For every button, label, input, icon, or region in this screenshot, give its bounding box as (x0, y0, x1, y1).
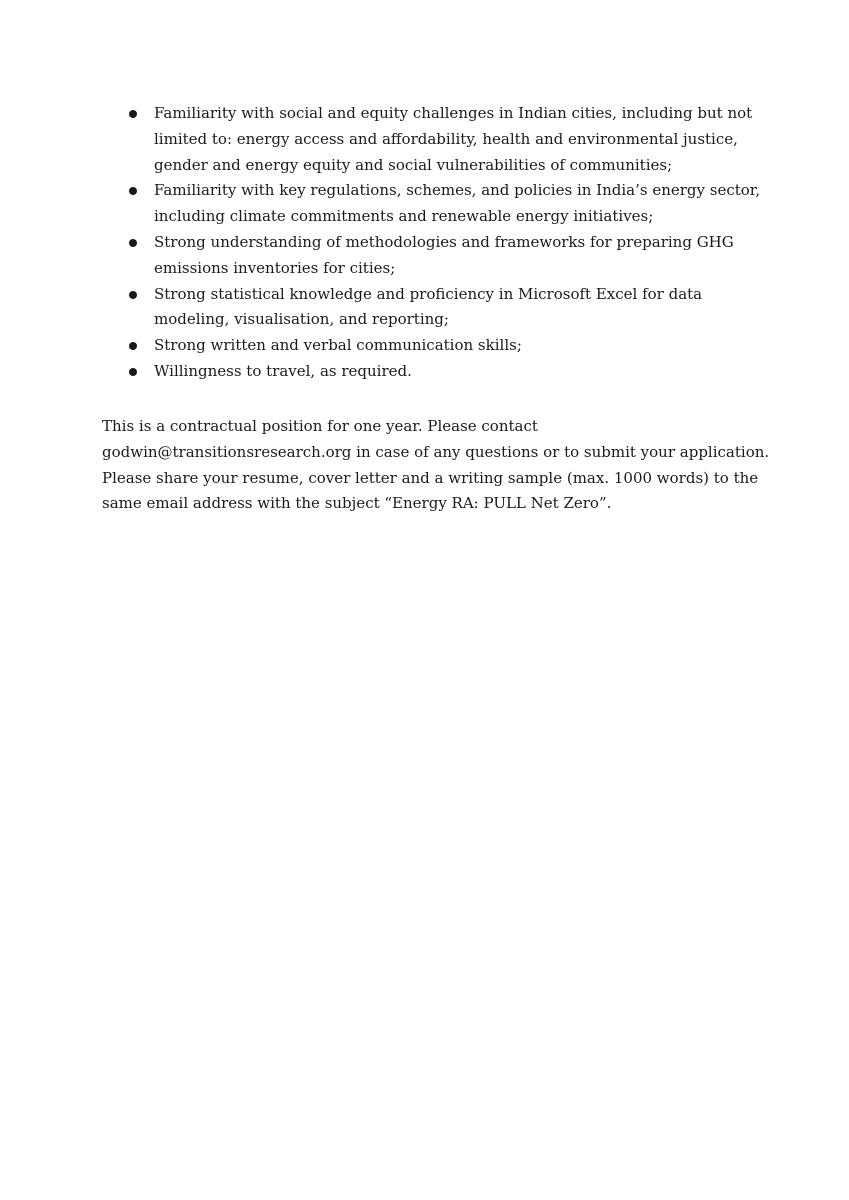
closing-text-line: godwin@transitionsresearch.org in case of any questions or to submit your application. (102, 442, 770, 461)
bullet-icon (129, 342, 137, 350)
requirement-item-communication (128, 333, 778, 359)
requirement-item-statistics-excel (128, 282, 778, 334)
requirement-text-line: emissions inventories for cities; (154, 258, 396, 277)
requirement-text-line: Strong statistical knowledge and proficiency in Microsoft Excel for data (154, 284, 703, 303)
requirement-text-line: modeling, visualisation, and reporting; (154, 310, 449, 329)
bullet-icon (129, 291, 137, 299)
requirement-item-regulations (128, 178, 778, 230)
closing-paragraph (102, 414, 782, 517)
requirement-item-social-equity (128, 101, 778, 178)
requirement-item-travel (128, 359, 778, 385)
requirement-text-line: Strong understanding of methodologies and frameworks for preparing GHG (154, 232, 734, 251)
requirement-text-line: limited to: energy access and affordability, health and environmental justice, (154, 129, 738, 148)
requirement-item-ghg-methodologies (128, 230, 778, 282)
requirement-text-line: gender and energy equity and social vulnerabilities of communities; (154, 155, 673, 174)
closing-text-line: This is a contractual position for one year. Please contact (102, 417, 538, 435)
bullet-icon (129, 368, 137, 376)
closing-text-line: Please share your resume, cover letter and a writing sample (max. 1000 words) to the (102, 468, 759, 487)
bullet-icon (129, 239, 137, 247)
closing-text-line: same email address with the subject “Energy RA: PULL Net Zero”. (102, 494, 612, 513)
bullet-icon (129, 187, 137, 195)
requirement-text-line: including climate commitments and renewable energy initiatives; (154, 207, 654, 226)
requirement-text-line: Willingness to travel, as required. (154, 361, 412, 380)
requirement-text-line: Familiarity with key regulations, schemes, and policies in India’s energy sector, (154, 181, 761, 200)
requirements-list (128, 101, 778, 385)
requirement-text-line: Strong written and verbal communication skills; (154, 336, 522, 355)
bullet-icon (129, 110, 137, 118)
requirement-text-line: Familiarity with social and equity challenges in Indian cities, including but not (154, 104, 753, 122)
